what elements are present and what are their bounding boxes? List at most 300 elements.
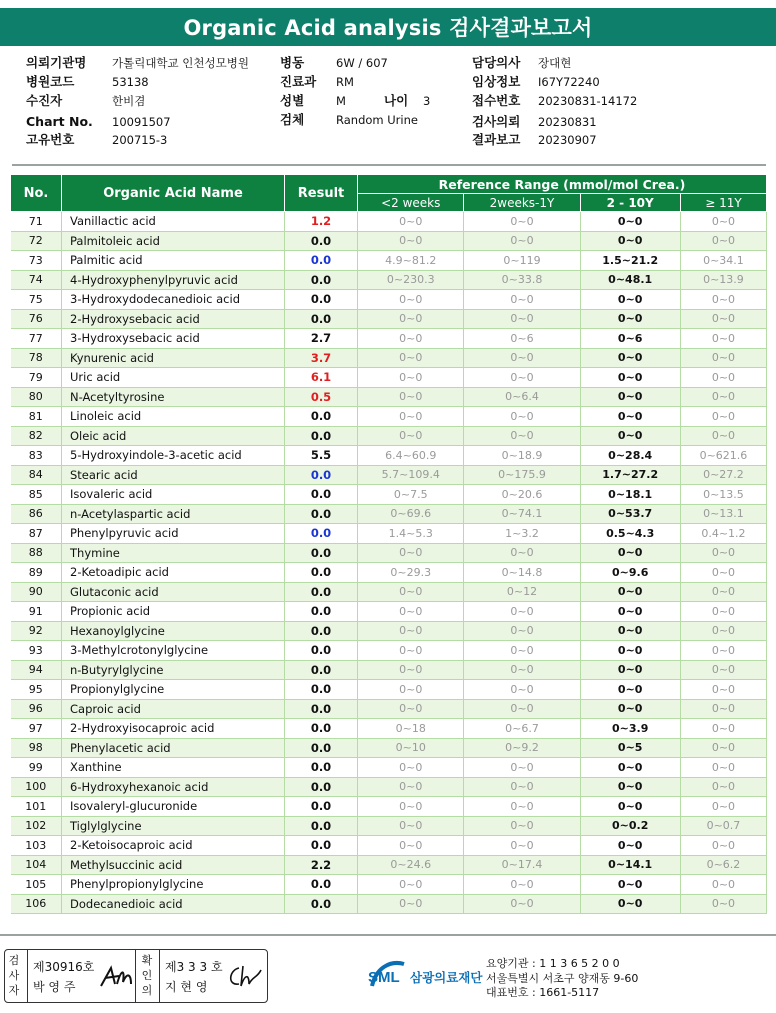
row-number: 97 <box>11 719 62 739</box>
row-number: 77 <box>11 329 62 349</box>
confirmer-id: 제3 3 3 호 <box>165 960 223 974</box>
ref-11y-plus: 0~0 <box>680 348 766 368</box>
ref-2-10y: 0~0 <box>580 699 680 719</box>
ward-label: 병동 <box>280 55 305 70</box>
ref-2-10y: 0~0 <box>580 212 680 232</box>
ref-2-10y: 0~0 <box>580 758 680 778</box>
col-header-no: No. <box>11 175 62 212</box>
ref-2-10y: 0~0 <box>580 797 680 817</box>
result-value: 0.0 <box>285 504 358 524</box>
table-row <box>11 582 767 602</box>
acid-name: Phenylpropionylglycine <box>62 875 285 895</box>
ref-under-2-weeks: 0~230.3 <box>358 270 464 290</box>
row-number: 106 <box>11 894 62 914</box>
ref-under-2-weeks: 0~0 <box>358 894 464 914</box>
age-value: 3 <box>423 94 431 108</box>
table-row <box>11 407 767 427</box>
table-row <box>11 485 767 505</box>
ref-under-2-weeks: 0~0 <box>358 816 464 836</box>
ref-2-weeks-1y: 0~119 <box>464 251 580 271</box>
ref-2-weeks-1y: 0~0 <box>464 543 580 563</box>
table-row <box>11 836 767 856</box>
result-value: 0.0 <box>285 426 358 446</box>
table-row <box>11 797 767 817</box>
ref-2-weeks-1y: 0~0 <box>464 621 580 641</box>
ref-2-10y: 0~9.6 <box>580 563 680 583</box>
result-value: 0.0 <box>285 602 358 622</box>
table-row <box>11 309 767 329</box>
department-label: 진료과 <box>280 74 317 89</box>
result-value: 0.0 <box>285 699 358 719</box>
ref-2-weeks-1y: 0~0 <box>464 758 580 778</box>
ref-under-2-weeks: 0~29.3 <box>358 563 464 583</box>
ref-11y-plus: 0~13.9 <box>680 270 766 290</box>
ref-2-weeks-1y: 0~12 <box>464 582 580 602</box>
acid-name: Methylsuccinic acid <box>62 855 285 875</box>
ref-under-2-weeks: 0~18 <box>358 719 464 739</box>
ref-2-10y: 0~53.7 <box>580 504 680 524</box>
acid-name: Propionylglycine <box>62 680 285 700</box>
ref-under-2-weeks: 1.4~5.3 <box>358 524 464 544</box>
ref-11y-plus: 0~0 <box>680 660 766 680</box>
row-number: 98 <box>11 738 62 758</box>
acid-name: Palmitic acid <box>62 251 285 271</box>
acid-name: Linoleic acid <box>62 407 285 427</box>
ref-11y-plus: 0~6.2 <box>680 855 766 875</box>
examinee-value: 한비겸 <box>112 94 146 108</box>
table-row <box>11 231 767 251</box>
acid-name: N-Acetyltyrosine <box>62 387 285 407</box>
ref-11y-plus: 0~27.2 <box>680 465 766 485</box>
acid-name: Isovaleric acid <box>62 485 285 505</box>
ref-under-2-weeks: 0~0 <box>358 797 464 817</box>
ref-2-10y: 0~0 <box>580 387 680 407</box>
report-date-label: 결과보고 <box>472 132 521 147</box>
sml-logo-mark <box>366 954 408 996</box>
table-row <box>11 680 767 700</box>
ref-under-2-weeks: 0~0 <box>358 660 464 680</box>
chart-no-label: Chart No. <box>26 114 93 129</box>
ref-2-10y: 0~0 <box>580 426 680 446</box>
ref-2-weeks-1y: 0~6.7 <box>464 719 580 739</box>
ref-2-10y: 0.5~4.3 <box>580 524 680 544</box>
examiner-id: 제30916호 <box>33 960 95 974</box>
ref-11y-plus: 0~0 <box>680 738 766 758</box>
row-number: 73 <box>11 251 62 271</box>
ref-11y-plus: 0~0 <box>680 602 766 622</box>
acid-name: Isovaleryl-glucuronide <box>62 797 285 817</box>
ref-2-weeks-1y: 0~0 <box>464 660 580 680</box>
ref-2-10y: 0~3.9 <box>580 719 680 739</box>
lab-info <box>486 957 638 1001</box>
unique-no-label: 고유번호 <box>26 132 75 147</box>
examiner-signature <box>97 962 135 992</box>
request-date-value: 20230831 <box>538 115 597 129</box>
examiner-name: 박 영 주 <box>33 980 76 994</box>
ref-2-weeks-1y: 0~6.4 <box>464 387 580 407</box>
result-value: 0.0 <box>285 894 358 914</box>
table-row <box>11 641 767 661</box>
foundation-name: 삼광의료재단 <box>410 970 483 985</box>
specimen-value: Random Urine <box>336 113 418 127</box>
result-value: 5.5 <box>285 446 358 466</box>
acid-name: 6-Hydroxyhexanoic acid <box>62 777 285 797</box>
ref-11y-plus: 0~621.6 <box>680 446 766 466</box>
acid-name: Caproic acid <box>62 699 285 719</box>
acid-name: 4-Hydroxyphenylpyruvic acid <box>62 270 285 290</box>
result-value: 0.0 <box>285 680 358 700</box>
acid-name: n-Butyrylglycine <box>62 660 285 680</box>
ref-2-weeks-1y: 0~17.4 <box>464 855 580 875</box>
result-value: 0.0 <box>285 524 358 544</box>
row-number: 104 <box>11 855 62 875</box>
row-number: 102 <box>11 816 62 836</box>
examinee-label: 수진자 <box>26 93 63 108</box>
signature-box <box>4 949 268 1003</box>
results-body <box>11 212 767 914</box>
ref-2-weeks-1y: 0~20.6 <box>464 485 580 505</box>
ref-under-2-weeks: 0~69.6 <box>358 504 464 524</box>
sig-divider-2 <box>135 950 136 1002</box>
report-title: Organic Acid analysis 검사결과보고서 <box>183 16 593 40</box>
ref-2-weeks-1y: 0~0 <box>464 407 580 427</box>
confirmer-name: 지 현 영 <box>165 980 208 994</box>
ref-11y-plus: 0~34.1 <box>680 251 766 271</box>
lab-phone: 대표번호 : 1661-5117 <box>486 986 600 999</box>
result-value: 0.0 <box>285 582 358 602</box>
ref-under-2-weeks: 0~24.6 <box>358 855 464 875</box>
result-value: 0.0 <box>285 543 358 563</box>
acid-name: 2-Ketoadipic acid <box>62 563 285 583</box>
table-row <box>11 660 767 680</box>
table-row <box>11 875 767 895</box>
ref-11y-plus: 0~0 <box>680 387 766 407</box>
ref-2-weeks-1y: 0~0 <box>464 777 580 797</box>
ref-11y-plus: 0~0 <box>680 329 766 349</box>
result-value: 0.0 <box>285 777 358 797</box>
acid-name: Glutaconic acid <box>62 582 285 602</box>
ref-under-2-weeks: 0~0 <box>358 348 464 368</box>
result-value: 0.0 <box>285 251 358 271</box>
ref-2-weeks-1y: 0~0 <box>464 368 580 388</box>
ref-11y-plus: 0~13.1 <box>680 504 766 524</box>
ref-2-10y: 0~0 <box>580 836 680 856</box>
row-number: 89 <box>11 563 62 583</box>
institution-value: 가톨릭대학교 인천성모병원 <box>112 56 249 70</box>
acid-name: Phenylpyruvic acid <box>62 524 285 544</box>
ref-under-2-weeks: 0~0 <box>358 641 464 661</box>
result-value: 0.0 <box>285 738 358 758</box>
row-number: 91 <box>11 602 62 622</box>
hospital-code-value: 53138 <box>112 75 149 89</box>
col-header-result: Result <box>285 175 358 212</box>
row-number: 99 <box>11 758 62 778</box>
ref-11y-plus: 0.4~1.2 <box>680 524 766 544</box>
ref-2-10y: 0~0 <box>580 309 680 329</box>
row-number: 75 <box>11 290 62 310</box>
lab-address: 서울특별시 서초구 양재동 9-60 <box>486 971 639 985</box>
ref-2-10y: 0~0 <box>580 368 680 388</box>
result-value: 0.0 <box>285 465 358 485</box>
ref-under-2-weeks: 0~0 <box>358 368 464 388</box>
acid-name: 3-Hydroxysebacic acid <box>62 329 285 349</box>
ref-2-weeks-1y: 0~0 <box>464 816 580 836</box>
row-number: 71 <box>11 212 62 232</box>
row-number: 80 <box>11 387 62 407</box>
table-row <box>11 699 767 719</box>
row-number: 96 <box>11 699 62 719</box>
ref-2-10y: 0~0 <box>580 875 680 895</box>
ref-11y-plus: 0~0 <box>680 368 766 388</box>
ref-11y-plus: 0~0 <box>680 719 766 739</box>
result-value: 0.0 <box>285 231 358 251</box>
receipt-no-value: 20230831-14172 <box>538 94 638 108</box>
ref-2-10y: 0~0 <box>580 621 680 641</box>
ward-value: 6W / 607 <box>336 56 388 70</box>
result-value: 0.0 <box>285 621 358 641</box>
row-number: 72 <box>11 231 62 251</box>
ref-11y-plus: 0~0 <box>680 699 766 719</box>
ref-2-10y: 0~0 <box>580 680 680 700</box>
ref-2-10y: 1.5~21.2 <box>580 251 680 271</box>
table-row <box>11 855 767 875</box>
ref-under-2-weeks: 0~0 <box>358 290 464 310</box>
table-row <box>11 777 767 797</box>
result-value: 1.2 <box>285 212 358 232</box>
ref-under-2-weeks: 0~0 <box>358 387 464 407</box>
report-title-bar <box>0 8 776 46</box>
ref-2-weeks-1y: 0~0 <box>464 426 580 446</box>
acid-name: Stearic acid <box>62 465 285 485</box>
result-value: 0.0 <box>285 719 358 739</box>
request-date-label: 검사의뢰 <box>472 114 521 129</box>
confirmer-label: 확인의 <box>141 954 153 997</box>
table-row <box>11 251 767 271</box>
ref-2-weeks-1y: 0~0 <box>464 309 580 329</box>
row-number: 95 <box>11 680 62 700</box>
ref-under-2-weeks: 0~0 <box>358 309 464 329</box>
row-number: 81 <box>11 407 62 427</box>
acid-name: Propionic acid <box>62 602 285 622</box>
ref-2-10y: 0~48.1 <box>580 270 680 290</box>
ref-2-10y: 0~0 <box>580 290 680 310</box>
ref-2-weeks-1y: 1~3.2 <box>464 524 580 544</box>
ref-2-10y: 0~0 <box>580 407 680 427</box>
ref-11y-plus: 0~0 <box>680 641 766 661</box>
ref-2-weeks-1y: 0~0 <box>464 894 580 914</box>
row-number: 74 <box>11 270 62 290</box>
footer-divider <box>0 934 776 936</box>
ref-2-weeks-1y: 0~0 <box>464 699 580 719</box>
result-value: 0.0 <box>285 875 358 895</box>
ref-2-weeks-1y: 0~0 <box>464 602 580 622</box>
table-row <box>11 426 767 446</box>
acid-name: Palmitoleic acid <box>62 231 285 251</box>
result-value: 0.0 <box>285 816 358 836</box>
acid-name: Dodecanedioic acid <box>62 894 285 914</box>
patient-info <box>26 54 766 150</box>
ref-11y-plus: 0~0.7 <box>680 816 766 836</box>
ref-11y-plus: 0~0 <box>680 543 766 563</box>
acid-name: Hexanoylglycine <box>62 621 285 641</box>
ref-2-weeks-1y: 0~0 <box>464 348 580 368</box>
ref-2-weeks-1y: 0~0 <box>464 680 580 700</box>
ref-2-10y: 0~0.2 <box>580 816 680 836</box>
acid-name: Xanthine <box>62 758 285 778</box>
ref-2-10y: 0~0 <box>580 602 680 622</box>
acid-name: Tiglylglycine <box>62 816 285 836</box>
results-table <box>10 174 767 914</box>
hospital-code-label: 병원코드 <box>26 74 75 89</box>
acid-name: n-Acetylaspartic acid <box>62 504 285 524</box>
acid-name: Thymine <box>62 543 285 563</box>
ref-under-2-weeks: 0~7.5 <box>358 485 464 505</box>
table-row <box>11 270 767 290</box>
table-row <box>11 543 767 563</box>
table-row <box>11 524 767 544</box>
result-value: 3.7 <box>285 348 358 368</box>
chart-no-value: 10091507 <box>112 115 171 129</box>
row-number: 100 <box>11 777 62 797</box>
ref-under-2-weeks: 0~0 <box>358 875 464 895</box>
result-value: 0.0 <box>285 290 358 310</box>
row-number: 87 <box>11 524 62 544</box>
ref-2-10y: 0~0 <box>580 894 680 914</box>
header-divider <box>12 164 766 166</box>
institution-label: 의뢰기관명 <box>26 55 87 70</box>
acid-name: Kynurenic acid <box>62 348 285 368</box>
result-value: 0.0 <box>285 660 358 680</box>
result-value: 0.0 <box>285 270 358 290</box>
ref-11y-plus: 0~0 <box>680 582 766 602</box>
ref-under-2-weeks: 0~0 <box>358 543 464 563</box>
ref-11y-plus: 0~0 <box>680 894 766 914</box>
clinical-info-value: I67Y72240 <box>538 75 600 89</box>
ref-2-10y: 0~5 <box>580 738 680 758</box>
ref-under-2-weeks: 0~0 <box>358 212 464 232</box>
table-row <box>11 290 767 310</box>
table-row <box>11 894 767 914</box>
ref-2-weeks-1y: 0~0 <box>464 797 580 817</box>
table-row <box>11 212 767 232</box>
ref-under-2-weeks: 0~0 <box>358 602 464 622</box>
ref-under-2-weeks: 0~0 <box>358 699 464 719</box>
result-value: 2.2 <box>285 855 358 875</box>
ref-2-10y: 0~18.1 <box>580 485 680 505</box>
ref-11y-plus: 0~0 <box>680 680 766 700</box>
ref-under-2-weeks: 6.4~60.9 <box>358 446 464 466</box>
ref-2-10y: 0~0 <box>580 348 680 368</box>
ref-2-weeks-1y: 0~6 <box>464 329 580 349</box>
ref-11y-plus: 0~13.5 <box>680 485 766 505</box>
row-number: 88 <box>11 543 62 563</box>
ref-11y-plus: 0~0 <box>680 777 766 797</box>
ref-2-10y: 0~6 <box>580 329 680 349</box>
acid-name: Uric acid <box>62 368 285 388</box>
ref-11y-plus: 0~0 <box>680 758 766 778</box>
ref-11y-plus: 0~0 <box>680 407 766 427</box>
col-header-reference: Reference Range (mmol/mol Crea.) <box>358 175 767 194</box>
ref-2-weeks-1y: 0~0 <box>464 231 580 251</box>
col-header-name: Organic Acid Name <box>62 175 285 212</box>
result-value: 0.5 <box>285 387 358 407</box>
table-row <box>11 329 767 349</box>
ref-11y-plus: 0~0 <box>680 212 766 232</box>
clinical-info-label: 임상정보 <box>472 74 521 89</box>
result-value: 0.0 <box>285 407 358 427</box>
result-value: 0.0 <box>285 309 358 329</box>
table-row <box>11 504 767 524</box>
acid-name: 2-Hydroxysebacic acid <box>62 309 285 329</box>
row-number: 105 <box>11 875 62 895</box>
table-row <box>11 446 767 466</box>
ref-11y-plus: 0~0 <box>680 309 766 329</box>
ref-2-weeks-1y: 0~14.8 <box>464 563 580 583</box>
receipt-no-label: 접수번호 <box>472 93 521 108</box>
ref-2-weeks-1y: 0~0 <box>464 290 580 310</box>
result-value: 0.0 <box>285 485 358 505</box>
row-number: 76 <box>11 309 62 329</box>
sex-label: 성별 <box>280 93 305 108</box>
table-row <box>11 368 767 388</box>
ref-2-10y: 0~0 <box>580 777 680 797</box>
acid-name: 2-Hydroxyisocaproic acid <box>62 719 285 739</box>
table-row <box>11 621 767 641</box>
ref-under-2-weeks: 0~0 <box>358 680 464 700</box>
report-date-value: 20230907 <box>538 133 597 147</box>
ref-2-weeks-1y: 0~0 <box>464 875 580 895</box>
row-number: 78 <box>11 348 62 368</box>
table-row <box>11 719 767 739</box>
row-number: 86 <box>11 504 62 524</box>
ref-under-2-weeks: 0~0 <box>358 777 464 797</box>
lab-code: 요양기관 : 1 1 3 6 5 2 0 0 <box>486 957 620 970</box>
col-header-range-2-10y: 2 - 10Y <box>580 194 680 212</box>
row-number: 92 <box>11 621 62 641</box>
ref-11y-plus: 0~0 <box>680 231 766 251</box>
ref-2-weeks-1y: 0~33.8 <box>464 270 580 290</box>
examiner-label: 검사자 <box>8 954 20 997</box>
logo-text: SML <box>368 969 400 986</box>
ref-under-2-weeks: 0~0 <box>358 836 464 856</box>
age-label: 나이 <box>384 93 409 108</box>
acid-name: 3-Methylcrotonylglycine <box>62 641 285 661</box>
row-number: 101 <box>11 797 62 817</box>
result-value: 0.0 <box>285 797 358 817</box>
ref-2-weeks-1y: 0~175.9 <box>464 465 580 485</box>
ref-under-2-weeks: 4.9~81.2 <box>358 251 464 271</box>
result-value: 0.0 <box>285 563 358 583</box>
ref-11y-plus: 0~0 <box>680 836 766 856</box>
doctor-label: 담당의사 <box>472 55 521 70</box>
doctor-value: 장대현 <box>538 56 572 70</box>
acid-name: Phenylacetic acid <box>62 738 285 758</box>
ref-11y-plus: 0~0 <box>680 621 766 641</box>
col-header-range-under-2-weeks: <2 weeks <box>358 194 464 212</box>
col-header-range-11y-plus: ≥ 11Y <box>680 194 766 212</box>
ref-2-10y: 0~0 <box>580 641 680 661</box>
acid-name: Vanillactic acid <box>62 212 285 232</box>
sig-divider-1 <box>27 950 28 1002</box>
acid-name: 3-Hydroxydodecanedioic acid <box>62 290 285 310</box>
acid-name: Oleic acid <box>62 426 285 446</box>
ref-11y-plus: 0~0 <box>680 875 766 895</box>
table-row <box>11 563 767 583</box>
department-value: RM <box>336 75 354 89</box>
unique-no-value: 200715-3 <box>112 133 168 147</box>
ref-under-2-weeks: 0~0 <box>358 329 464 349</box>
ref-2-weeks-1y: 0~9.2 <box>464 738 580 758</box>
